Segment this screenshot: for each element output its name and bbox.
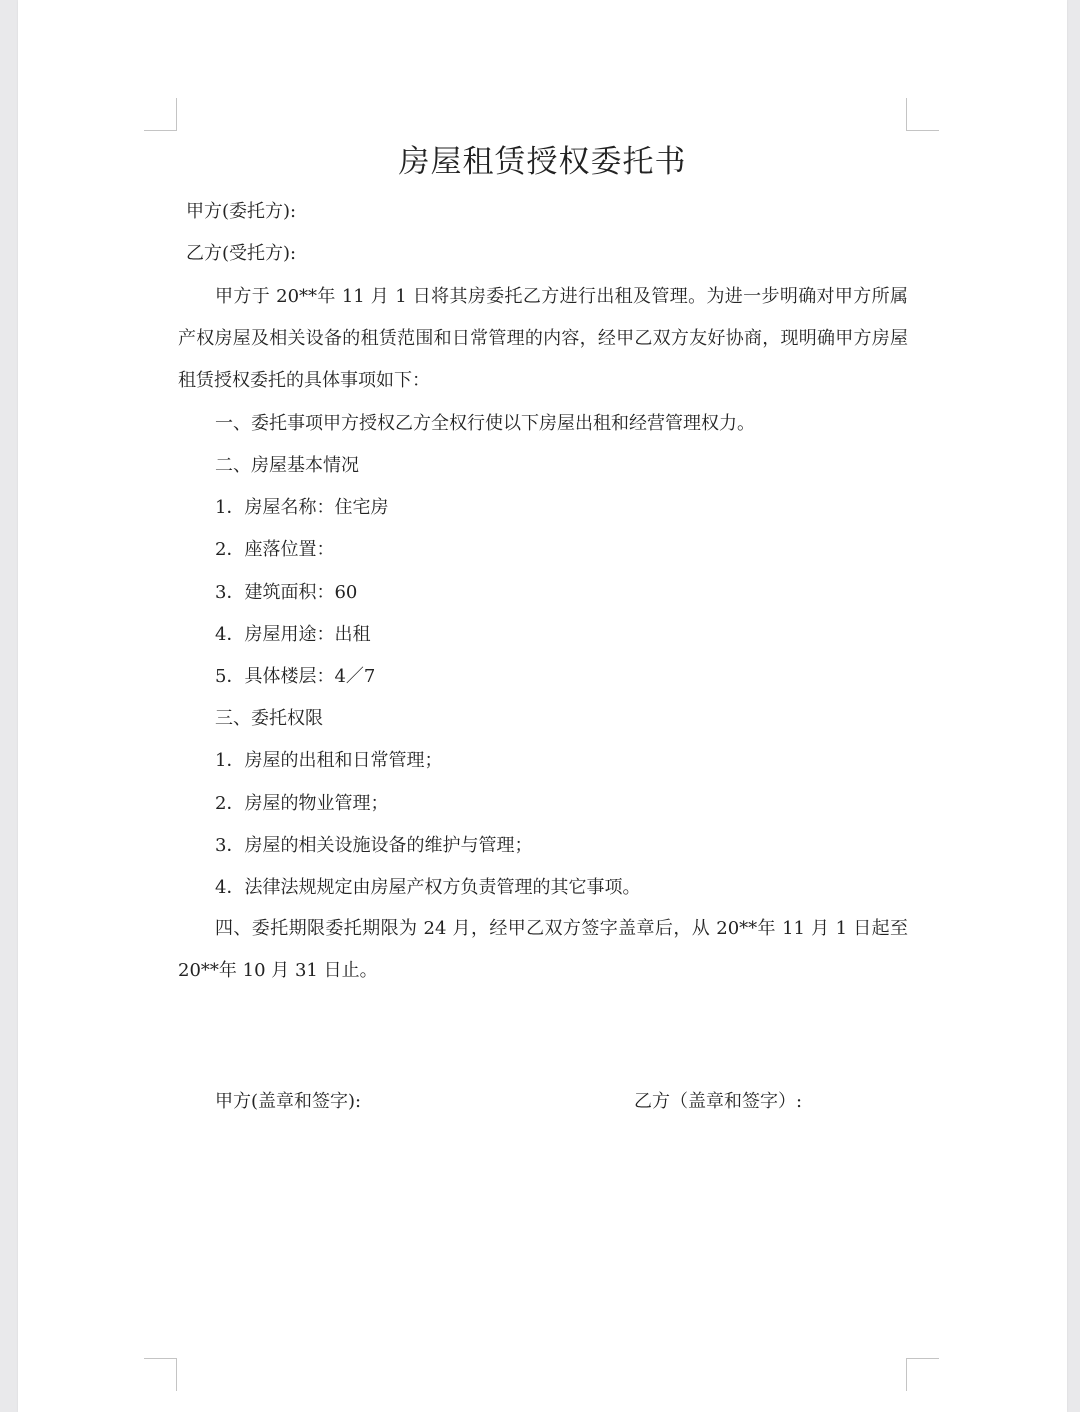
- document-page: [18, 0, 1067, 1412]
- list-item: 4．法律法规规定由房屋产权方负责管理的其它事项。: [215, 877, 641, 898]
- list-item: 2．座落位置：: [215, 539, 335, 560]
- party-a-signature-label: 甲方(盖章和签字):: [215, 1091, 362, 1112]
- document-title: 房屋租赁授权委托书: [398, 144, 687, 180]
- party-b-signature-label: 乙方（盖章和签字）:: [634, 1091, 803, 1112]
- list-item: 3．建筑面积：60: [215, 582, 358, 603]
- list-item: 5．具体楼层：4／7: [215, 666, 376, 687]
- list-item: 1．房屋名称：住宅房: [215, 497, 389, 518]
- margin-corner-top-right: [906, 98, 939, 131]
- margin-corner-top-left: [144, 98, 177, 131]
- section-3-title: 三、委托权限: [215, 708, 323, 729]
- intro-paragraph: 甲方于 20**年 11 月 1 日将其房委托乙方进行出租及管理。为进一步明确对甲方所属产权房屋及相关设备的租赁范围和日常管理的内容，经甲乙双方友好协商，现明确甲方房屋租赁授权委托的具体事项如下：: [178, 286, 908, 391]
- list-item: 2．房屋的物业管理；: [215, 793, 389, 814]
- list-item: 1．房屋的出租和日常管理；: [215, 750, 443, 771]
- section-1-entrusted-matters: 一、委托事项甲方授权乙方全权行使以下房屋出租和经营管理权力。: [215, 413, 755, 434]
- margin-corner-bottom-right: [906, 1358, 939, 1391]
- section-4-term-paragraph: 四、委托期限委托期限为 24 月，经甲乙双方签字盖章后，从 20**年 11 月 1 日起至 20**年 10 月 31 日止。: [178, 918, 908, 981]
- party-b-label: 乙方(受托方):: [186, 243, 297, 264]
- list-item: 3．房屋的相关设施设备的维护与管理；: [215, 835, 533, 856]
- margin-corner-bottom-left: [144, 1358, 177, 1391]
- section-2-title: 二、房屋基本情况: [215, 455, 359, 476]
- party-a-label: 甲方(委托方):: [186, 201, 297, 222]
- list-item: 4．房屋用途：出租: [215, 624, 371, 645]
